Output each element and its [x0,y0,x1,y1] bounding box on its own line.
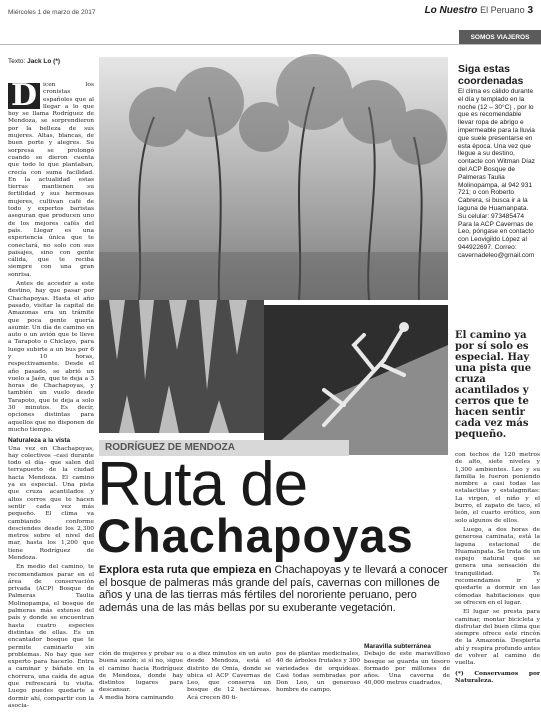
bottom-column-1: ción de mujeres y probar su buena sazón; si sí no, sigue el camino hacia Rodríguez de Mendoza, donde hay distintos lugares para descansar. A media hora caminando [99,651,183,701]
bottom-column-3: pos de plantas medicinales, 40 de árboles frutales y 300 variedades de orquídeas. Casi todas sembradas por Don Leo, un generoso hombre de campo. [276,651,360,694]
cave-photo [99,300,264,433]
issue-date: Miércoles 1 de marzo de 2017 [8,9,96,16]
subheading: Maravilla subterránea [364,643,431,650]
brand-sub: El Peruano [480,5,525,15]
page-header [0,0,541,30]
sidebar-text: El clima es cálido durante el día y templado en la noche (12 – 30°C) , por lo que es recomendable llevar ropa de abrigo e impermeable para la lluvia que suele presentarse en esta época. Una vez que llegue a su destino, contacte con Witman Díaz del ACP Bosque de Palmeras Taulia Molinopampa, al 942 931 721; o con Roberto Cabrera, si busca ir a la laguna de Huamanpata. Su celular: 973485474 Para la ACP Cavernas de Leo, póngase en contacto con Leovigildo López al 944922697. Correo: cavernadeleo@gmail.com [458,88,535,259]
paragraph: Debajo de este maravilloso bosque se guarda un tesoro formado por millones de años. Una caverna de 40,000 metros cuadrados, [364,651,450,687]
headline-line-1: Ruta de [97,450,308,519]
masthead [425,5,533,16]
byline-author: Jack Lo (*) [27,58,61,65]
right-column [455,452,540,686]
pull-quote: El camino ya por sí solo es especial. Hay una pista que cruza acantilados y cerros que te hacen sentir cada vez más pequeño. [455,330,532,440]
page-number: 3 [527,5,533,16]
paragraph: Una vez en Chachapoyas, hay colectivos –casi durante todo el día– que salen del terrapuerto de la ciudad hacia Mendoza. El camino ya es especial. Una pista que cruza acantilados y altos cerros que te hacen sentir cada vez más pequeño. El clima va cambiando conforme desciendes desde los 2,300 metros sobre el nivel del mar, hasta los 1,200 que tiene Rodríguez de Mendoza. [8,445,94,561]
paragraph: icen los cronistas españoles que al llegar a lo que hoy se llama Rodríguez de Mendoza, se sorprendieron por la belleza de sus mujeres. Altas, blancas, de buen porte y alegres. Su sorpresa se prolongó cuando se dieron cuenta que todo lo que plantaban, crecía con suma facilidad. En la actualidad estas tierras mantienen su fertilidad y sus hermosas mujeres, cultivan café de todo y expertos baristas aseguran que producen uno de los mejores cafés del país. Llegar es una experiencia única que te conectará, no solo con sus paisajes, sino con gente cálida, que te reciba siempre con una gran sonrisa. [8,82,94,278]
forest-photo [99,57,448,300]
paragraph: En medio del camino, te recomendamos parar en el área de conservación privada (ACP) Bosque de Palmeras Taulia Molinopampa, el bosque de palmeras más extenso del país y donde se encuentran hasta cuatro especies distintas de ellas. Es un encantador bosque que te permite caminarlo sin problemas. No hay que ser experto para hacerlo. Entra a caminar y báñate en la chorrera, una caída de agua que refrescará tu visita. Luego puedes quedarte a dormir ahí, compartir con la asocia- [8,564,94,709]
paragraph: Antes de acceder a este destino, hay que pasar por Chachapoyas. Hasta el año pasado, visitar la capital de Amazonas era un trámite que poca gente quería asumir. Un día de camino en auto o un avión que te lleve a Tarapoto o Chiclayo, para luego subirte a un bus por 6 y 10 horas, respectivamente. Desde el año pasado, se abrió un vuelo a Jaén, que te deja a 3 horas de Chachapoyas, y también un vuelo desde Tarapoto, que te deja a solo 30 minutos. Es decir, opciones distintas para aquellos que no disponen de mucho tiempo. [8,281,94,433]
article-deck [99,564,451,614]
section-label: RODRÍGUEZ DE MENDOZA [99,440,349,456]
paragraph: Luego, a dos horas de generosa caminata, está la laguna estacional de Huamanpata. Se trata de un espejo natural que se genera una sensación de tranquilidad. Te recomendamos ir y quedarte a dormir en las cómodas habitaciones que se ofrecen en el lugar. [455,526,540,606]
author-credit: (*) Conservamos por Naturaleza. [455,669,540,684]
byline [8,58,60,65]
deck-rest: Chachapoyas y te llevará a conocer el bosque de palmeras más grande del país, cavernas con millones de años y una de las tierras más fértiles del nororiente peruano, pero además una de las más bellas por su exuberante vegetación. [99,564,448,614]
mantis-photo [264,305,448,455]
brand-name: Lo Nuestro [424,5,478,16]
paragraph: El lugar se presta para caminar, montar bicicleta y disfrutar del buen clima que siempre ofrece este rincón de la Amazonía. Despierta ahí y respira profundo antes de volver al camino de vuelta. [455,609,540,667]
paragraph: con techos de 120 metros de alto, siete niveles y 1,300 ambientes. Leo y su familia le fueron poniendo nombre a casi todas las estalactitas y estalagmitas: La virgen, el niño y el burro, el zapato de taco, el león, el cuarto erótico, son solo algunos de ellos. [455,452,540,524]
sidebar-title: Siga estas coordenadas [458,63,524,87]
byline-label: Texto: [8,58,26,65]
section-tag: SOMOS VIAJEROS [459,30,541,45]
drop-cap: D [8,83,40,109]
bottom-column-2: o a diez minutos en un auto desde Mendoza, está el distrito de Omia, donde se ubica el ACP Cavernas de Leo, que conserva un bosque de 12 hectáreas. Acá crecen 80 ti- [187,651,271,701]
bottom-column-4 [364,640,450,690]
subheading: Naturaleza a la vista [8,437,71,445]
header-rule [0,44,541,45]
headline-line-2: Chachapoyas [97,509,414,562]
left-column [8,78,94,712]
deck-lead: Explora esta ruta que empieza en [99,564,272,576]
